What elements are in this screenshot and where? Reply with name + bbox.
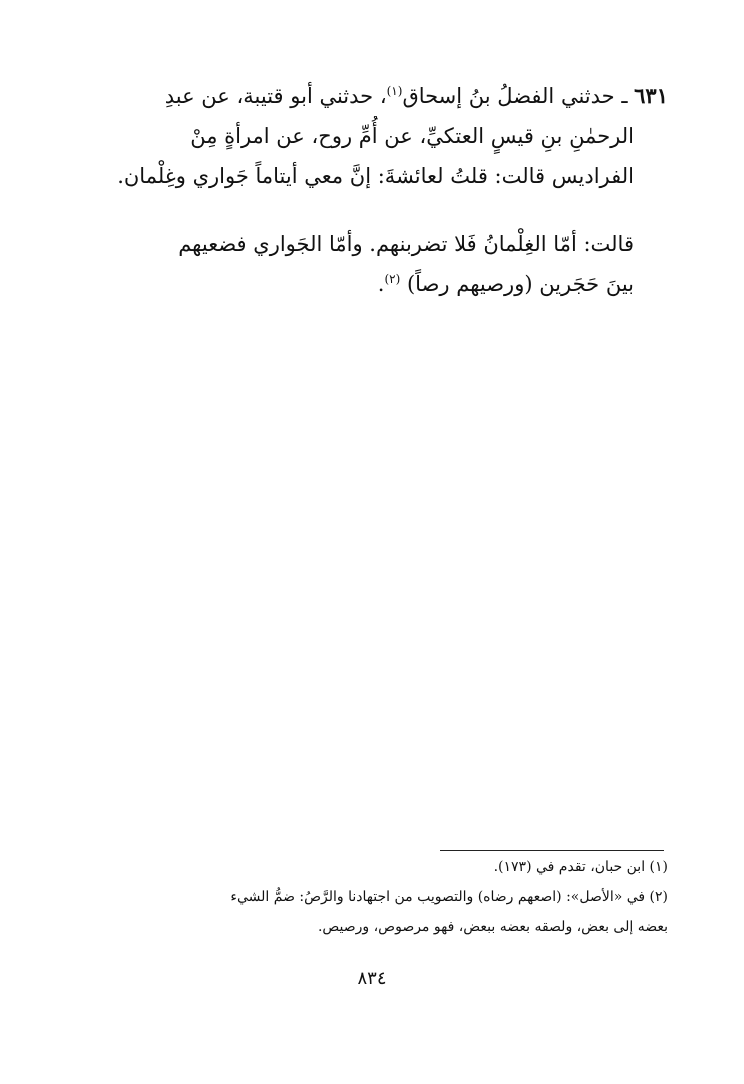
- hadith-number-separator: ـ: [614, 84, 635, 108]
- hadith-line-1-text-a: حدثني الفضلُ بنُ إسحاق: [402, 84, 615, 108]
- hadith-paragraph-2: [108, 224, 668, 304]
- footnote-ref-1: (١): [386, 84, 403, 98]
- footnote-1: (١) ابن حبان، تقدم في (١٧٣).: [493, 859, 668, 875]
- hadith-line-3: الفراديس قالت: قلتُ لعائشةَ: إنَّ معي أيتاماً جَواري وغِلْمان.: [117, 164, 634, 188]
- hadith-para2-line-2: [108, 264, 668, 304]
- footnote-ref-2: (٢): [384, 272, 401, 286]
- hadith-number: ٦٣١: [634, 83, 668, 108]
- footnote-divider: [440, 850, 664, 851]
- hadith-paragraph-1: [108, 76, 668, 196]
- footnote-2-line-2: بعضه إلى بعض، ولصقه بعضه ببعض، فهو مرصوص، ورصيص.: [317, 919, 668, 935]
- footnote-2-line-1: (٢) في «الأصل»: (اصعهم رضاه) والتصويب من اجتهادنا والرَّصُ: ضمُّ الشيء: [230, 889, 668, 905]
- hadith-para2-line-2-text-b: .: [377, 272, 385, 296]
- hadith-para2-line-1: قالت: أمّا الغِلْمانُ فَلا تضربنهم. وأمّا الجَواري فضعيهم: [178, 232, 634, 256]
- hadith-line-1: [108, 76, 668, 116]
- hadith-line-1-text-b: ، حدثني أبو قتيبة، عن عبدِ: [164, 84, 387, 108]
- footnotes: [108, 852, 668, 942]
- page-number: ٨٣٤: [357, 968, 387, 989]
- hadith-line-2: الرحمٰنِ بنِ قيسٍ العتكيِّ، عن أُمِّ روح، عن امرأةٍ مِنْ: [190, 124, 634, 148]
- hadith-para2-line-2-text-a: بينَ حَجَرين (ورصيهم رصاً): [406, 272, 634, 296]
